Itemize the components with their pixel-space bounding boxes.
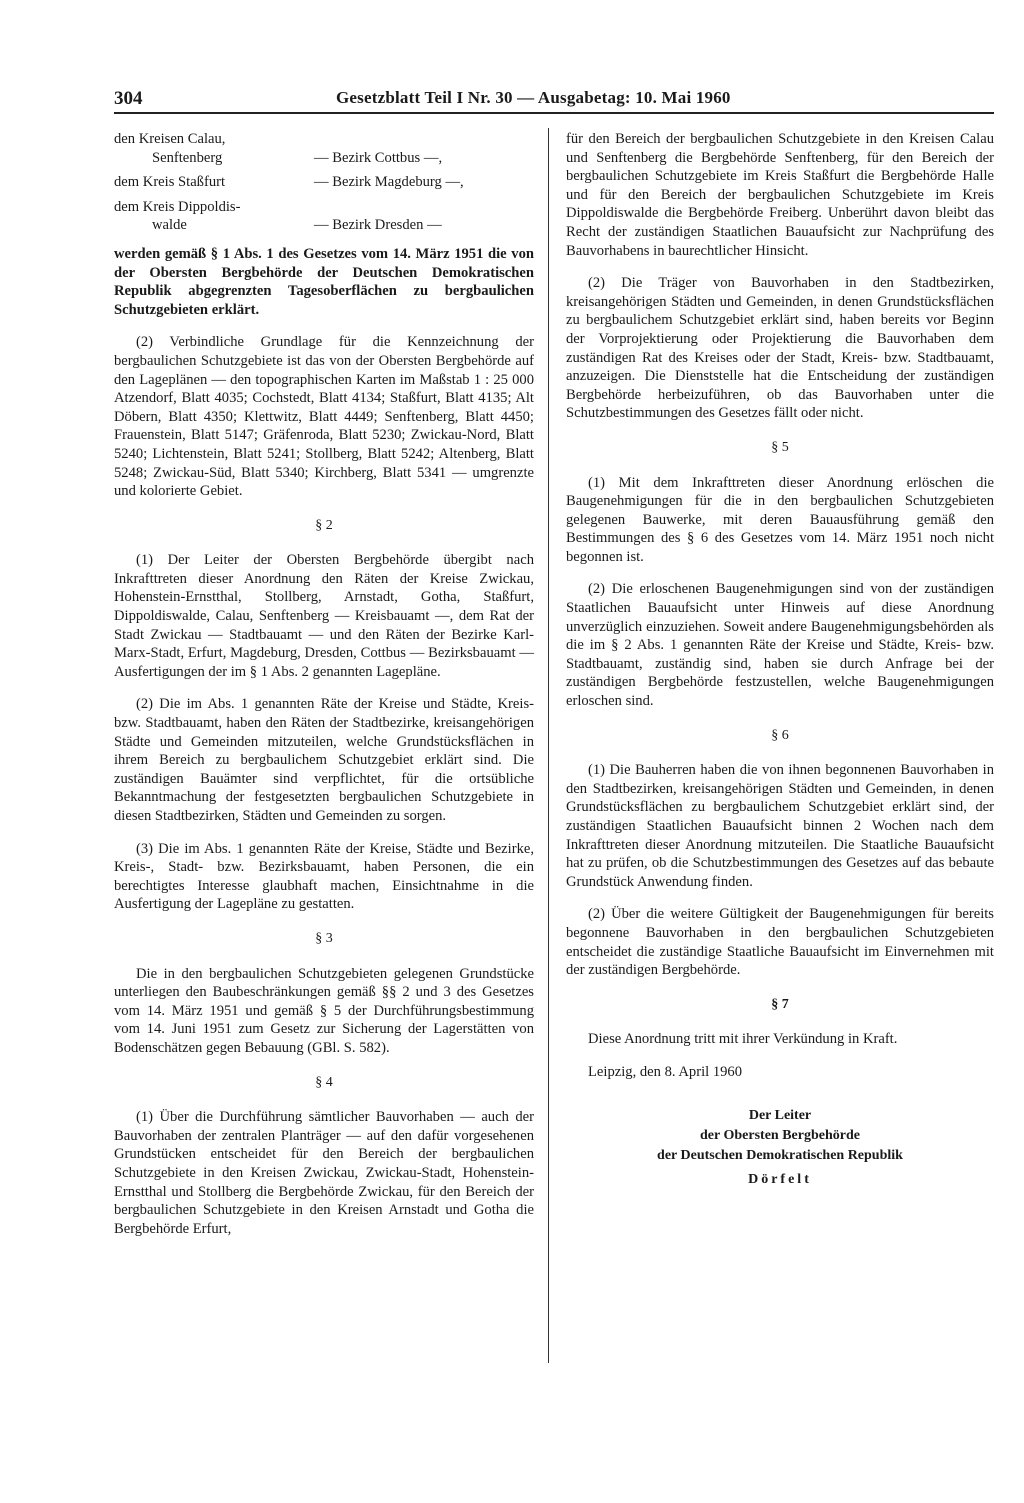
address-district: — Bezirk Dresden — xyxy=(314,217,442,234)
page-number: 304 xyxy=(114,88,143,109)
section-heading: § 2 xyxy=(315,517,333,533)
address-list xyxy=(114,130,534,235)
signatory-name: Dörfelt xyxy=(748,1171,812,1187)
section-heading: § 5 xyxy=(771,439,789,455)
paragraph: (2) Verbindliche Grundlage für die Kennzeichnung der bergbaulichen Schutzgebiete ist das von der Obersten Bergbehörde auf den Lageplänen — den topographischen Karten im Maßstab 1 : 25 000 Atzendorf, Blatt 4035; Cochstedt, Blatt 4134; Staßfurt, Blatt 4135; Alt Döbern, Blatt 4350; Klettwitz, Blatt 4449; Senftenberg, Blatt 4450; Frauenstein, Blatt 5147; Gräfenroda, Blatt 5230; Zwickau-Nord, Blatt 5240; Lichtenstein, Blatt 5241; Stollberg, Blatt 5242; Altenberg, Blatt 5248; Zwickau-Süd, Blatt 5340; Kirchberg, Blatt 5341 — umgrenzte und kolorierte Gebiet. xyxy=(114,334,534,500)
paragraph: Die in den bergbaulichen Schutzgebieten gelegenen Grundstücke unterliegen den Baubeschränkungen gemäß §§ 2 und 3 des Gesetzes vom 14. März 1951 und gemäß § 5 der Durchführungsbestimmung vom 14. Juni 1951 zum Gesetz zur Sicherung der Lagerstätten von Bodenschätzen gegen Bebauung (GBl. S. 582). xyxy=(114,965,534,1056)
signature-authority: der Obersten Bergbehörde xyxy=(700,1127,860,1143)
section-heading: § 4 xyxy=(315,1074,333,1090)
section-heading: § 7 xyxy=(771,996,789,1012)
paragraph: (1) Mit dem Inkrafttreten dieser Anordnung erlöschen die Baugenehmigungen für die in den bergbaulichen Schutzgebieten gelegenen Bauwerke, mit deren Bauausführung gemäß den Bestimmungen des § 6 des Gesetzes vom 14. März 1951 noch nicht begonnen ist. xyxy=(566,474,994,565)
section-heading: § 6 xyxy=(771,727,789,743)
gazette-title: Gesetzblatt Teil I Nr. 30 — Ausgabetag: 10. Mai 1960 xyxy=(336,88,731,107)
signature-block xyxy=(566,1106,994,1190)
paragraph: (3) Die im Abs. 1 genannten Räte der Kreise, Städte und Bezirke, Kreis-, Stadt- bzw. Bezirksbauamt, haben Personen, die ein berechtigtes Interesse glaubhaft machen, Einsichtnahme in die Ausfertigung der Lagepläne zu gestatten. xyxy=(114,840,534,913)
address-district: — Bezirk Magdeburg —, xyxy=(314,174,464,191)
paragraph: (1) Die Bauherren haben die von ihnen begonnenen Bauvorhaben in den Stadtbezirken, kreisangehörigen Städten und Gemeinden, in denen Grundstücksflächen zu bergbaulichem Schutzgebiet erklärt sind, der zuständigen Staatlichen Bauaufsicht binnen 2 Wochen nach dem Inkrafttreten dieser Anordnung mitzuteilen. Die Staatliche Bauaufsicht hat zu prüfen, ob die Schutzbestimmungen des Gesetzes auf das bebaute Grundstück Anwendung finden. xyxy=(566,762,994,890)
left-column xyxy=(114,130,534,1252)
paragraph: (1) Der Leiter der Obersten Bergbehörde übergibt nach Inkrafttreten dieser Anordnung den Räten der Kreise Zwickau, Hohenstein-Ernstthal, Stollberg, Arnstadt, Gotha, Staßfurt, Dippoldiswalde, Calau, Senftenberg — Kreisbauamt —, dem Rat der Stadt Zwickau — Stadtbauamt — und den Räten der Bezirke Karl-Marx-Stadt, Erfurt, Magdeburg, Dresden, Cottbus — Bezirksbauamt — Ausfertigungen der im § 1 Abs. 2 genannten Lagepläne. xyxy=(114,552,534,680)
address-recipient: dem Kreis Staßfurt xyxy=(114,174,226,191)
address-recipient: dem Kreis Dippoldis- walde xyxy=(114,198,241,234)
paragraph: (2) Über die weitere Gültigkeit der Baugenehmigungen für bereits begonnene Bauvorhaben in den bergbaulichen Schutzgebieten entscheidet die zuständige Staatliche Bauaufsicht im Einvernehmen mit der zuständigen Bergbehörde. xyxy=(566,906,994,979)
column-divider xyxy=(548,128,549,1363)
paragraph: für den Bereich der bergbaulichen Schutzgebiete in den Kreisen Calau und Senftenberg die Bergbehörde Senftenberg, für den Bereich der bergbaulichen Schutzgebiete im Kreis Staßfurt die Bergbehörde Halle und für den Bereich der bergbaulichen Schutzgebiete im Kreis Dippoldiswalde die Bergbehörde Freiberg. Unberührt davon bleibt das Recht der zuständigen Staatlichen Bauaufsicht zur Nachprüfung des Bauvorhabens in baurechtlicher Hinsicht. xyxy=(566,131,994,259)
section-heading: § 3 xyxy=(315,930,333,946)
paragraph: werden gemäß § 1 Abs. 1 des Gesetzes vom 14. März 1951 die von der Obersten Bergbehörde der Deutschen Demokratischen Republik abgegrenzten Tagesoberflächen zu bergbaulichen Schutzgebieten erklärt. xyxy=(114,245,534,318)
paragraph: Diese Anordnung tritt mit ihrer Verkündung in Kraft. xyxy=(588,1031,898,1048)
place-date: Leipzig, den 8. April 1960 xyxy=(588,1063,743,1080)
paragraph: (1) Über die Durchführung sämtlicher Bauvorhaben — auch der Bauvorhaben der zentralen Planträger — auf den dafür vorgesehenen Grundstücken entscheidet für den Bereich der bergbaulichen Schutzgebiete in den Kreisen Zwickau, Zwickau-Stadt, Hohenstein-Ernstthal und Stollberg die Bergbehörde Zwickau, für den Bereich der bergbaulichen Schutzgebiete in den Kreisen Arnstadt und Gotha die Bergbehörde Erfurt, xyxy=(114,1109,534,1237)
signature-title: Der Leiter xyxy=(748,1107,812,1123)
address-district: — Bezirk Cottbus —, xyxy=(314,149,443,166)
paragraph: (2) Die erloschenen Baugenehmigungen sind von der zuständigen Staatlichen Bauaufsicht unter Hinweis auf diese Anordnung unverzüglich einzuziehen. Soweit andere Baugenehmigungsbehörden als die im § 2 Abs. 1 genannten Räte der Kreise und Städte, Kreis- bzw. Stadtbauamt, zuständig sind, haben sie durch Anfrage bei der zuständigen Bergbehörde festzustellen, welche Baugenehmigungen erloschen sind. xyxy=(566,581,994,710)
page-header xyxy=(114,86,994,114)
paragraph: (2) Die im Abs. 1 genannten Räte der Kreise und Städte, Kreis- bzw. Stadtbauamt, haben den Räten der Stadtbezirke, kreisangehörigen Städte und Gemeinden mitzuteilen, welche Grundstücksflächen in ihrem Bereich zu bergbaulichem Schutzgebiet erklärt sind. Die zuständigen Bauämter sind verpflichtet, für die ortsübliche Bekanntmachung der festgesetzten bergbaulichen Schutzgebiete in diesen Stadtbezirken, Städten und Gemeinden zu sorgen. xyxy=(114,696,534,824)
right-column xyxy=(566,130,994,1190)
signature-state: der Deutschen Demokratischen Republik xyxy=(657,1147,903,1163)
paragraph: (2) Die Träger von Bauvorhaben in den Stadtbezirken, kreisangehörigen Städten und Gemeinden, in denen Grundstücksflächen zu bergbaulichem Schutzgebiet erklärt sind, haben bereits vor Beginn der Vorprojektierung oder Projektierung die Bauvorhaben dem zuständigen Rat des Kreises oder der Stadt, Kreis- bzw. Stadtbauamt, anzuzeigen. Die Dienststelle hat die Entscheidung der zuständigen Bergbehörde herbeizuführen, ob das Bauvorhaben unter die Schutzbestimmungen des Gesetzes fällt oder nicht. xyxy=(566,275,994,422)
address-recipient: den Kreisen Calau, Senftenberg xyxy=(114,131,226,166)
